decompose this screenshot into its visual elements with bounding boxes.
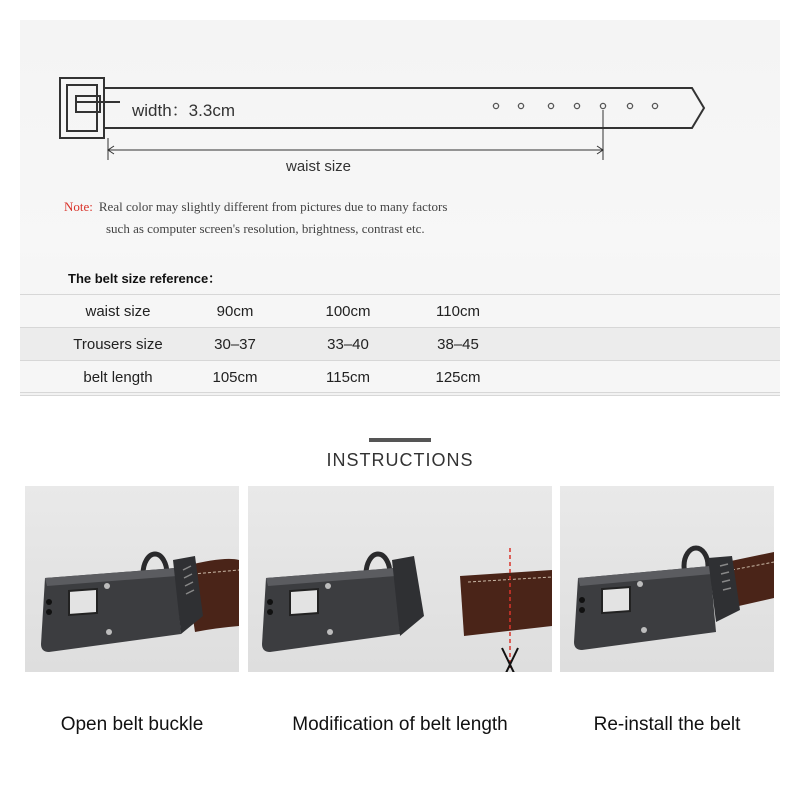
- table-cell: 38–45: [437, 336, 479, 353]
- row-label: belt length: [83, 369, 153, 386]
- size-reference-title: The belt size reference：: [68, 271, 222, 286]
- table-row-trousers: [20, 327, 780, 360]
- size-chart-panel: [20, 20, 780, 396]
- belt-buckle-closed-photo: [560, 486, 774, 672]
- table-cell: 125cm: [435, 369, 481, 386]
- instructions-title: INSTRUCTIONS: [326, 450, 474, 470]
- row-label: waist size: [85, 303, 151, 320]
- step-2-caption: Modification of belt length: [292, 714, 508, 735]
- step-1-caption: Open belt buckle: [60, 714, 204, 735]
- table-cell: 33–40: [327, 336, 369, 353]
- table-row-waist: [20, 294, 780, 327]
- color-note: [64, 196, 447, 240]
- belt-buckle-open-photo: [25, 486, 239, 672]
- belt-width-label: width：3.3cm: [132, 101, 235, 120]
- table-cell: 90cm: [216, 303, 254, 320]
- step-3-caption: Re-install the belt: [593, 714, 741, 735]
- instructions-divider: [369, 438, 431, 442]
- note-line-1: Real color may slightly different from pictures due to many factors: [98, 199, 448, 214]
- size-reference-table: [20, 294, 780, 393]
- table-cell: 105cm: [212, 369, 258, 386]
- table-cell: 110cm: [436, 303, 480, 320]
- row-label: Trousers size: [73, 336, 163, 353]
- table-cell: 100cm: [325, 303, 371, 320]
- table-row-length: [20, 360, 780, 393]
- note-key: Note:: [64, 199, 93, 214]
- note-line-2: such as computer screen's resolution, brightness, contrast etc.: [106, 221, 425, 236]
- waist-size-label: waist size: [286, 158, 352, 175]
- belt-cut-photo: [248, 486, 552, 672]
- table-cell: 115cm: [326, 369, 370, 386]
- table-cell: 30–37: [214, 336, 256, 353]
